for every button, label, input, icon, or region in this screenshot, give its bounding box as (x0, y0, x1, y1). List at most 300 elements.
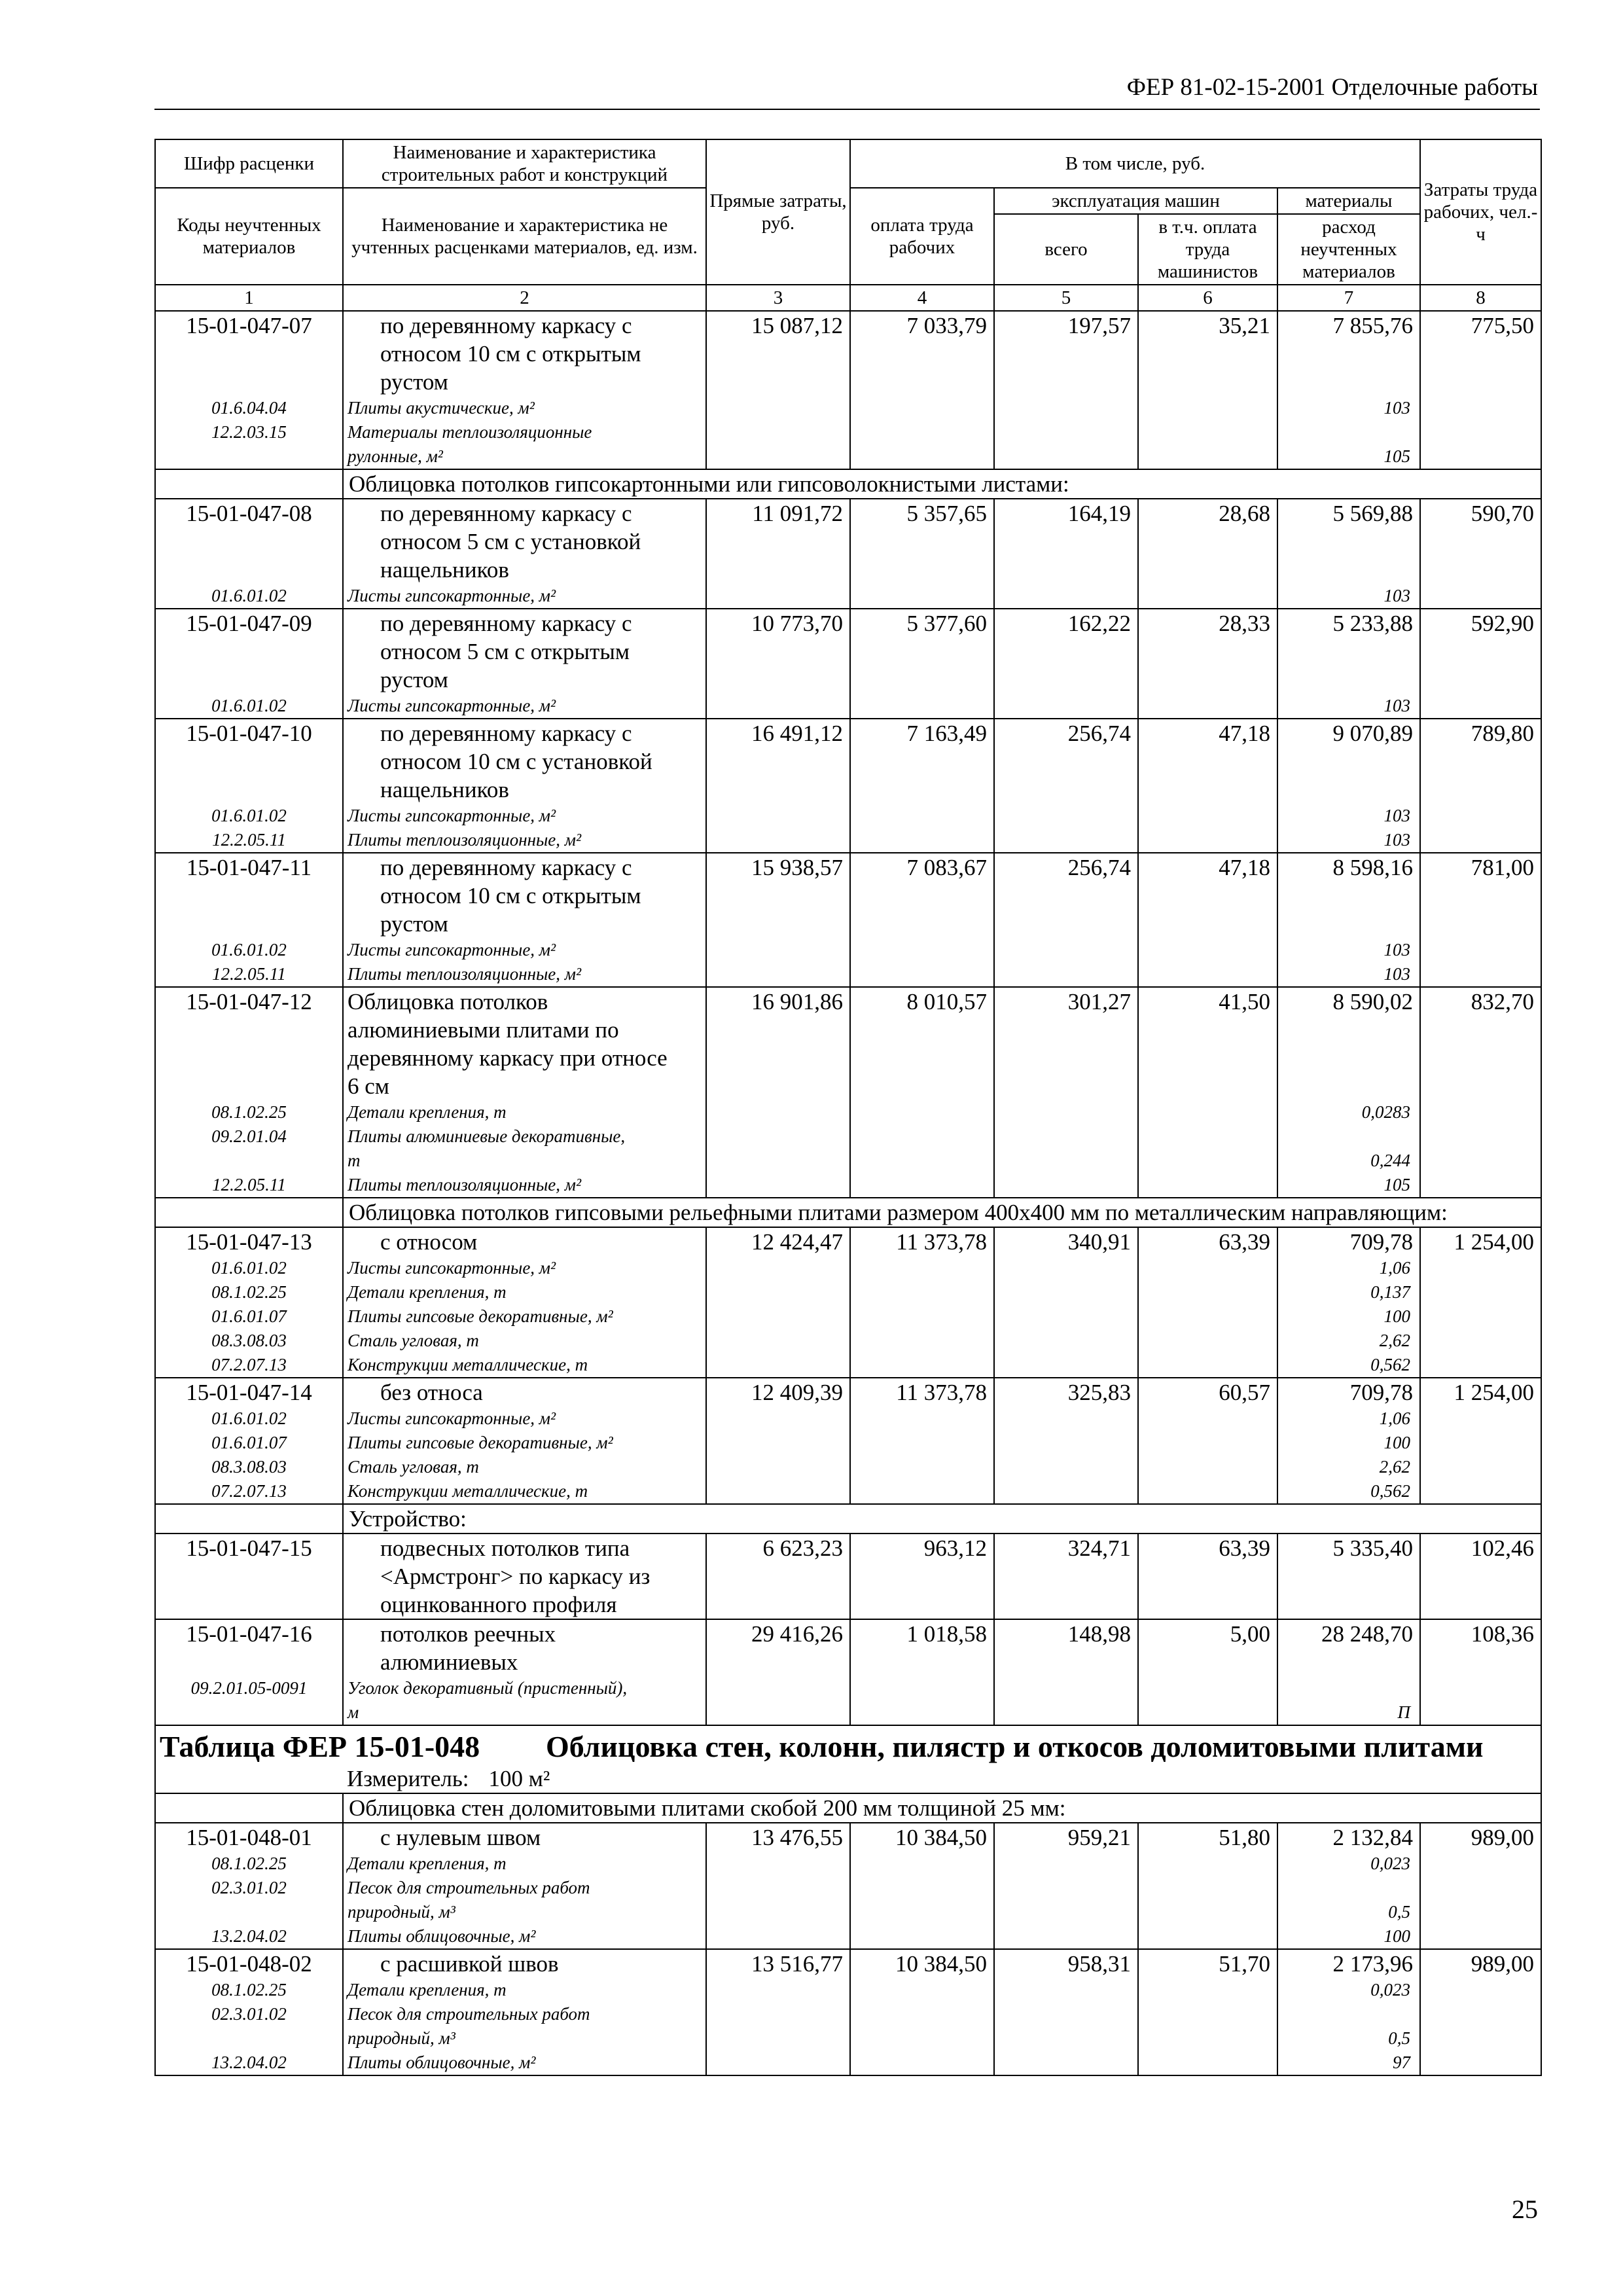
material-code: 01.6.01.02 (211, 940, 287, 960)
labor-value-cell (1420, 987, 1541, 1198)
value-spacer (1282, 1072, 1413, 1100)
wages-value-cell (850, 311, 994, 469)
value-spacer (1282, 556, 1413, 584)
machines-total-value: 959,21 (1067, 1825, 1131, 1850)
machines-total-value-cell (994, 719, 1138, 853)
material-code: 08.1.02.25 (211, 1854, 287, 1873)
direct-costs-value: 10 773,70 (751, 611, 843, 636)
material-usage: 0,244 (1370, 1151, 1410, 1170)
machinist-wages-value: 35,21 (1219, 313, 1270, 338)
direct-costs-value-cell (706, 719, 850, 853)
direct-costs-value: 12 409,39 (751, 1380, 843, 1405)
machinist-wages-value-cell (1138, 1619, 1277, 1725)
code-spacer (160, 1648, 338, 1676)
direct-costs-value-cell (706, 609, 850, 719)
material-usage: 1,06 (1379, 1408, 1410, 1428)
rate-code-cell (155, 987, 343, 1198)
rate-code: 15-01-047-11 (186, 855, 312, 880)
material-name-line: Детали крепления, т (348, 1854, 507, 1873)
material-usage: 103 (1383, 940, 1410, 960)
header-name-b: Наименование и характеристика не учтенных расценками материалов, ед. изм. (343, 188, 706, 285)
material-code: 02.3.01.02 (211, 2004, 287, 2024)
code-spacer (160, 1562, 338, 1590)
rate-code-cell (155, 853, 343, 987)
direct-costs-value: 16 901,86 (751, 989, 843, 1014)
section-row (155, 469, 1541, 499)
rate-row (155, 1619, 1541, 1725)
material-name-line: Уголок декоративный (пристенный), (348, 1678, 628, 1698)
material-usage: 0,5 (1388, 2028, 1410, 2048)
code-spacer (160, 1590, 338, 1619)
materials-value-cell (1277, 311, 1420, 469)
rate-name-cell (343, 1378, 706, 1504)
machinist-wages-value-cell (1138, 853, 1277, 987)
material-name-line: Плиты алюминиевые декоративные, (348, 1126, 626, 1146)
column-number: 3 (706, 285, 850, 311)
header-direct-costs: Прямые затраты, руб. (706, 139, 850, 285)
direct-costs-value: 13 476,55 (751, 1825, 843, 1850)
rate-name-line: без относа (380, 1380, 483, 1405)
rate-name-cell (343, 853, 706, 987)
direct-costs-value-cell (706, 1378, 850, 1504)
materials-value-cell (1277, 499, 1420, 609)
machines-total-value: 301,27 (1067, 989, 1131, 1014)
rate-name-cell (343, 719, 706, 853)
material-name-line: Плиты гипсовые декоративные, м² (348, 1306, 613, 1326)
wages-value: 7 163,49 (906, 721, 987, 746)
wages-value: 963,12 (923, 1535, 987, 1561)
labor-value: 989,00 (1471, 1951, 1534, 1977)
value-spacer (1282, 776, 1413, 804)
rate-code: 15-01-047-09 (186, 611, 312, 636)
material-name-line: Листы гипсокартонные, м² (348, 586, 556, 605)
direct-costs-value: 29 416,26 (751, 1621, 843, 1647)
section-heading: Облицовка стен доломитовыми плитами скобой 200 мм толщиной 25 мм: (343, 1793, 1541, 1823)
rate-row (155, 1949, 1541, 2075)
machinist-wages-value: 5,00 (1230, 1621, 1270, 1647)
rate-name-line: рустом (380, 369, 448, 395)
material-usage-spacer (1282, 420, 1413, 444)
material-usage: 100 (1383, 1433, 1410, 1452)
header-machines: эксплуатация машин (994, 188, 1277, 214)
material-usage: 100 (1383, 1306, 1410, 1326)
machinist-wages-value: 47,18 (1219, 721, 1270, 746)
code-spacer (160, 1016, 338, 1044)
material-code: 01.6.01.02 (211, 586, 287, 605)
wages-value-cell (850, 853, 994, 987)
material-name-line: Конструкции металлические, т (348, 1355, 588, 1374)
code-spacer (160, 882, 338, 910)
material-code: 01.6.04.04 (211, 398, 287, 418)
rate-code: 15-01-047-10 (186, 721, 312, 746)
machinist-wages-value-cell (1138, 311, 1277, 469)
machines-total-value-cell (994, 1949, 1138, 2075)
machines-total-value: 324,71 (1067, 1535, 1131, 1561)
material-usage: 2,62 (1379, 1457, 1410, 1477)
material-name-line: Плиты теплоизоляционные, м² (348, 1175, 582, 1194)
materials-value: 7 855,76 (1332, 313, 1413, 338)
machines-total-value-cell (994, 1823, 1138, 1949)
rate-name-line: по деревянному каркасу с (380, 501, 632, 526)
material-code: 08.3.08.03 (211, 1457, 287, 1477)
column-number: 2 (343, 285, 706, 311)
wages-value: 11 373,78 (896, 1229, 987, 1255)
labor-value-cell (1420, 1619, 1541, 1725)
machines-total-value: 197,57 (1067, 313, 1131, 338)
machines-total-value-cell (994, 853, 1138, 987)
column-number: 7 (1277, 285, 1420, 311)
direct-costs-value: 15 938,57 (751, 855, 843, 880)
labor-value-cell (1420, 719, 1541, 853)
wages-value-cell (850, 499, 994, 609)
material-usage: 100 (1383, 1926, 1410, 1946)
materials-value-cell (1277, 987, 1420, 1198)
value-spacer (1282, 528, 1413, 556)
materials-value-cell (1277, 1619, 1420, 1725)
wages-value: 7 083,67 (906, 855, 987, 880)
value-spacer (1282, 1648, 1413, 1676)
material-usage-spacer (1282, 1124, 1413, 1149)
rate-name-line: относом 10 см с открытым (380, 883, 641, 908)
material-code: 12.2.05.11 (212, 964, 286, 984)
measure-row (155, 1765, 1541, 1793)
section-code-cell (155, 1198, 343, 1227)
machines-total-value-cell (994, 1227, 1138, 1378)
rate-name-cell (343, 1823, 706, 1949)
rate-name-line: с расшивкой швов (380, 1951, 559, 1977)
rate-name-cell (343, 499, 706, 609)
machinist-wages-value-cell (1138, 1823, 1277, 1949)
material-code-spacer (160, 1900, 338, 1924)
direct-costs-value-cell (706, 1534, 850, 1619)
material-code: 12.2.05.11 (212, 1175, 286, 1194)
labor-value: 832,70 (1471, 989, 1534, 1014)
material-code: 09.2.01.05-0091 (190, 1678, 308, 1698)
machines-total-value: 340,91 (1067, 1229, 1131, 1255)
labor-value: 789,80 (1471, 721, 1534, 746)
material-code: 08.1.02.25 (211, 1980, 287, 2000)
material-usage: 0,023 (1370, 1980, 1410, 2000)
rate-name-line: относом 5 см с установкой (380, 529, 641, 554)
value-spacer (1282, 666, 1413, 694)
direct-costs-value: 16 491,12 (751, 721, 843, 746)
machinist-wages-value: 60,57 (1219, 1380, 1270, 1405)
rate-row (155, 499, 1541, 609)
rate-name-line: алюминиевых (380, 1649, 518, 1675)
machines-total-value-cell (994, 1619, 1138, 1725)
table-title-row (155, 1725, 1541, 1765)
rate-name-line: по деревянному каркасу с (380, 313, 632, 338)
table-title-name: Облицовка стен, колонн, пилястр и откосов доломитовыми плитами (546, 1730, 1484, 1763)
material-name-line: природный, м³ (348, 1902, 455, 1922)
material-code: 02.3.01.02 (211, 1878, 287, 1897)
material-usage: П (1397, 1702, 1410, 1722)
header-including: В том числе, руб. (850, 139, 1420, 188)
materials-value-cell (1277, 1227, 1420, 1378)
rate-code-cell (155, 1823, 343, 1949)
material-name-line: Плиты теплоизоляционные, м² (348, 964, 582, 984)
material-code: 08.1.02.25 (211, 1102, 287, 1122)
material-name-line: рулонные, м² (348, 446, 443, 466)
material-code: 12.2.05.11 (212, 830, 286, 850)
material-name-line: Плиты облицовочные, м² (348, 1926, 536, 1946)
material-name-line: Листы гипсокартонные, м² (348, 940, 556, 960)
code-spacer (160, 368, 338, 396)
material-usage: 0,5 (1388, 1902, 1410, 1922)
code-spacer (160, 776, 338, 804)
code-spacer (160, 556, 338, 584)
value-spacer (1282, 882, 1413, 910)
wages-value: 8 010,57 (906, 989, 987, 1014)
rate-name-line: по деревянному каркасу с (380, 611, 632, 636)
wages-value: 1 018,58 (906, 1621, 987, 1647)
materials-value: 709,78 (1349, 1229, 1413, 1255)
material-name-line: Конструкции металлические, т (348, 1481, 588, 1501)
direct-costs-value-cell (706, 1619, 850, 1725)
wages-value: 11 373,78 (896, 1380, 987, 1405)
material-name-line: Плиты облицовочные, м² (348, 2053, 536, 2072)
header-rule (154, 109, 1540, 110)
direct-costs-value-cell (706, 987, 850, 1198)
materials-value: 9 070,89 (1332, 721, 1413, 746)
machinist-wages-value: 51,80 (1219, 1825, 1270, 1850)
direct-costs-value: 12 424,47 (751, 1229, 843, 1255)
rate-name-line: <Армстронг> по каркасу из (380, 1564, 651, 1589)
labor-value: 102,46 (1471, 1535, 1534, 1561)
material-name-line: природный, м³ (348, 2028, 455, 2048)
wages-value-cell (850, 719, 994, 853)
header-code-a: Шифр расценки (155, 139, 343, 188)
material-usage: 0,023 (1370, 1854, 1410, 1873)
direct-costs-value-cell (706, 311, 850, 469)
code-spacer (160, 747, 338, 776)
table-title (155, 1725, 1541, 1765)
material-name-line: Песок для строительных работ (348, 1878, 590, 1897)
material-name-line: Плиты гипсовые декоративные, м² (348, 1433, 613, 1452)
labor-value: 775,50 (1471, 313, 1534, 338)
rate-name-line: оцинкованного профиля (380, 1592, 617, 1617)
code-spacer (160, 528, 338, 556)
material-code: 08.1.02.25 (211, 1282, 287, 1302)
rate-name-line: по деревянному каркасу с (380, 855, 632, 880)
rate-name-line: подвесных потолков типа (380, 1535, 630, 1561)
rate-code-cell (155, 499, 343, 609)
rate-name-line: относом 5 см с открытым (380, 639, 630, 664)
machines-total-value: 162,22 (1067, 611, 1131, 636)
material-name-line: Материалы теплоизоляционные (348, 422, 592, 442)
machinist-wages-value: 41,50 (1219, 989, 1270, 1014)
machines-total-value: 164,19 (1067, 501, 1131, 526)
machines-total-value-cell (994, 311, 1138, 469)
page-number: 25 (1512, 2195, 1538, 2224)
rate-row (155, 719, 1541, 853)
rate-code-cell (155, 1378, 343, 1504)
materials-value-cell (1277, 1823, 1420, 1949)
rate-row (155, 1227, 1541, 1378)
measure-label: Измеритель: (347, 1766, 469, 1791)
labor-value: 1 254,00 (1454, 1380, 1534, 1405)
section-code-cell (155, 469, 343, 499)
measure-value: 100 м² (488, 1766, 550, 1791)
section-row (155, 1504, 1541, 1534)
machinist-wages-value-cell (1138, 609, 1277, 719)
section-code-cell (155, 1504, 343, 1534)
material-usage: 97 (1393, 2053, 1410, 2072)
machinist-wages-value-cell (1138, 987, 1277, 1198)
rate-name-line: относом 10 см с установкой (380, 749, 652, 774)
rate-name-line: деревянному каркасу при относе (348, 1045, 668, 1071)
column-numbers-row (155, 285, 1541, 311)
material-usage: 2,62 (1379, 1331, 1410, 1350)
labor-value-cell (1420, 1534, 1541, 1619)
machines-total-value-cell (994, 1534, 1138, 1619)
table-header (155, 139, 1541, 311)
measure-cell (155, 1765, 1541, 1793)
machines-total-value: 958,31 (1067, 1951, 1131, 1977)
column-number: 1 (155, 285, 343, 311)
rate-code: 15-01-047-12 (186, 989, 312, 1014)
rate-code-cell (155, 1619, 343, 1725)
materials-value-cell (1277, 719, 1420, 853)
rate-name-line: рустом (380, 667, 448, 692)
machines-total-value-cell (994, 499, 1138, 609)
rate-code-cell (155, 1949, 343, 2075)
rate-name-cell (343, 1227, 706, 1378)
materials-value-cell (1277, 609, 1420, 719)
price-table (154, 139, 1541, 2076)
rate-name-line: с относом (380, 1229, 478, 1255)
machines-total-value: 148,98 (1067, 1621, 1131, 1647)
header-wages: оплата труда рабочих (850, 188, 994, 285)
code-spacer (160, 666, 338, 694)
rate-name-cell (343, 311, 706, 469)
material-usage: 103 (1383, 696, 1410, 715)
rate-code: 15-01-048-01 (186, 1825, 312, 1850)
rate-name-line: по деревянному каркасу с (380, 721, 632, 746)
labor-value: 590,70 (1471, 501, 1534, 526)
material-code: 08.3.08.03 (211, 1331, 287, 1350)
column-number: 5 (994, 285, 1138, 311)
machines-total-value-cell (994, 1378, 1138, 1504)
material-usage: 103 (1383, 964, 1410, 984)
rate-code: 15-01-047-13 (186, 1229, 312, 1255)
rate-row (155, 1378, 1541, 1504)
labor-value: 1 254,00 (1454, 1229, 1534, 1255)
rate-code-cell (155, 719, 343, 853)
machinist-wages-value: 47,18 (1219, 855, 1270, 880)
material-code: 07.2.07.13 (211, 1481, 287, 1501)
materials-value: 8 598,16 (1332, 855, 1413, 880)
wages-value: 5 377,60 (906, 611, 987, 636)
machines-total-value-cell (994, 609, 1138, 719)
direct-costs-value-cell (706, 1227, 850, 1378)
value-spacer (1282, 340, 1413, 368)
rate-code: 15-01-047-08 (186, 501, 312, 526)
labor-value-cell (1420, 1227, 1541, 1378)
wages-value-cell (850, 987, 994, 1198)
header-code-b: Коды неучтенных материалов (155, 188, 343, 285)
header-machinist-wages: в т.ч. оплата труда машинистов (1138, 214, 1277, 285)
material-usage: 103 (1383, 586, 1410, 605)
direct-costs-value: 13 516,77 (751, 1951, 843, 1977)
wages-value: 7 033,79 (906, 313, 987, 338)
machinist-wages-value: 63,39 (1219, 1535, 1270, 1561)
material-usage: 105 (1383, 1175, 1410, 1194)
column-number: 8 (1420, 285, 1541, 311)
value-spacer (1282, 637, 1413, 666)
material-usage: 0,562 (1370, 1355, 1410, 1374)
machinist-wages-value: 28,33 (1219, 611, 1270, 636)
material-code: 13.2.04.02 (211, 1926, 287, 1946)
machinist-wages-value: 63,39 (1219, 1229, 1270, 1255)
direct-costs-value: 11 091,72 (752, 501, 843, 526)
labor-value: 592,90 (1471, 611, 1534, 636)
wages-value-cell (850, 1378, 994, 1504)
labor-value: 108,36 (1471, 1621, 1534, 1647)
wages-value: 5 357,65 (906, 501, 987, 526)
wages-value-cell (850, 1823, 994, 1949)
value-spacer (1282, 910, 1413, 938)
material-name-line: Детали крепления, т (348, 1282, 507, 1302)
code-spacer (160, 1072, 338, 1100)
rate-code: 15-01-047-14 (186, 1380, 312, 1405)
rate-row (155, 1534, 1541, 1619)
labor-value-cell (1420, 311, 1541, 469)
code-spacer (160, 1044, 338, 1072)
material-code: 01.6.01.07 (211, 1306, 287, 1326)
machinist-wages-value-cell (1138, 1378, 1277, 1504)
materials-value-cell (1277, 1949, 1420, 2075)
rate-name-line: потолков реечных (380, 1621, 556, 1647)
rate-name-line: с нулевым швом (380, 1825, 541, 1850)
section-heading: Облицовка потолков гипсокартонными или гипсоволокнистыми листами: (343, 469, 1541, 499)
value-spacer (1282, 1016, 1413, 1044)
rate-code-cell (155, 1227, 343, 1378)
value-spacer (1282, 747, 1413, 776)
machinist-wages-value: 28,68 (1219, 501, 1270, 526)
rate-name-cell (343, 1534, 706, 1619)
machines-total-value: 256,74 (1067, 721, 1131, 746)
material-name-line: Плиты теплоизоляционные, м² (348, 830, 582, 850)
material-name-line: Плиты акустические, м² (348, 398, 535, 418)
direct-costs-value-cell (706, 499, 850, 609)
code-spacer (160, 637, 338, 666)
rate-row (155, 609, 1541, 719)
material-name-line: Детали крепления, т (348, 1102, 507, 1122)
wages-value-cell (850, 1227, 994, 1378)
material-name-line: Листы гипсокартонные, м² (348, 1258, 556, 1278)
machines-total-value: 256,74 (1067, 855, 1131, 880)
rate-name-cell (343, 1619, 706, 1725)
rate-code: 15-01-047-07 (186, 313, 312, 338)
table-title-code: Таблица ФЕР 15-01-048 (160, 1730, 480, 1763)
machinist-wages-value-cell (1138, 499, 1277, 609)
material-name-line: Песок для строительных работ (348, 2004, 590, 2024)
wages-value-cell (850, 1534, 994, 1619)
material-name-line: Детали крепления, т (348, 1980, 507, 2000)
machinist-wages-value: 51,70 (1219, 1951, 1270, 1977)
material-code-spacer (160, 1149, 338, 1173)
material-code: 13.2.04.02 (211, 2053, 287, 2072)
value-spacer (1282, 1562, 1413, 1590)
rate-code: 15-01-047-16 (186, 1621, 312, 1647)
material-name-line: Листы гипсокартонные, м² (348, 806, 556, 825)
materials-value-cell (1277, 853, 1420, 987)
rate-code-cell (155, 311, 343, 469)
value-spacer (1282, 1044, 1413, 1072)
materials-value: 2 132,84 (1332, 1825, 1413, 1850)
machinist-wages-value-cell (1138, 1227, 1277, 1378)
